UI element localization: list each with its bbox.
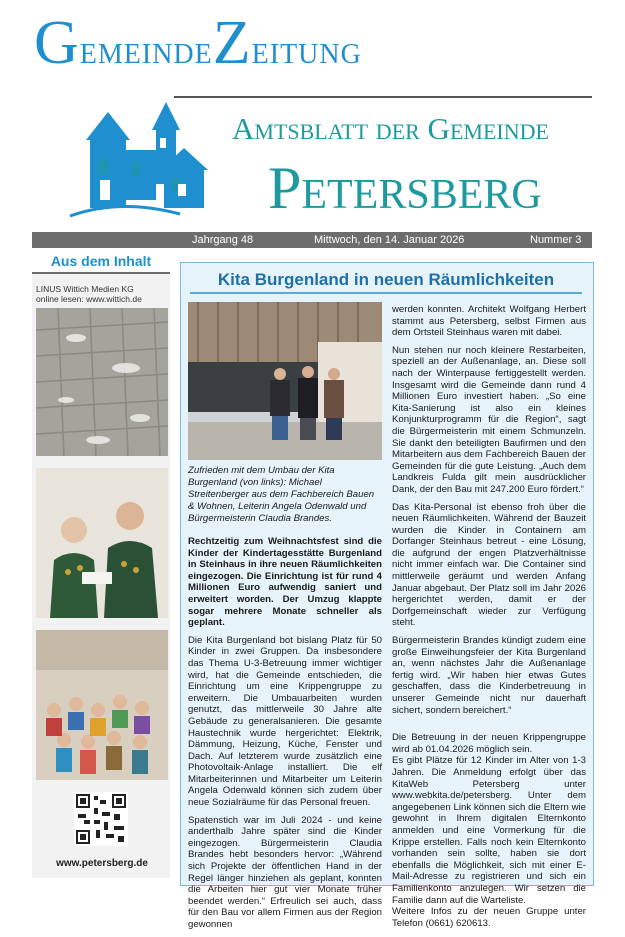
photo-caption: Zufrieden mit dem Umbau der Kita Burgenland (von links): Michael Streitenberger aus dem Fachbereich Bauen & Wohnen, Leiterin Angela Odenwald und Bürgermeisterin Claudia Brandes. (188, 465, 375, 524)
issue-number: Nummer 3 (530, 234, 582, 246)
sidebar-photo-pavement (36, 308, 168, 456)
issue-info-bar (32, 232, 592, 248)
sidebar-photo-children (36, 630, 168, 780)
article-lead: Rechtzeitig zum Weihnachtsfest sind die Kinder der Kindertagesstätte Burgenland in Steinhaus in ihre neuen Räumlichkeiten eingezogen. Die Einrichtung ist für rund 4 Millionen Euro aufwendig saniert und erweitert worden. Der Umzug klappte sogar mehrere Monate schneller als geplant. (188, 536, 382, 629)
sidebar-heading: Aus dem Inhalt (32, 250, 170, 272)
issue-date: Mittwoch, den 14. Januar 2026 (314, 234, 465, 246)
paragraph-right-4: Bürgermeisterin Brandes kündigt zudem eine große Einweihungsfeier der Kita Burgenland an, wenn nächstes Jahr die Außenanlage fertig wird. „Wir haben hier etwas Gutes geschaffen, dass die Kinderbetreuung in unserer Gemeinde nicht nur dauerhaft sichert, sondern bereichert.“ (392, 635, 586, 716)
article-headline: Kita Burgenland in neuen Räumlichkeiten (190, 268, 582, 294)
sidebar-photo-award (36, 468, 168, 618)
paragraph-right-7: Weitere Infos zu der neuen Gruppe unter Telefon (0661) 620613. (392, 906, 586, 929)
paragraph-right-1: werden konnten. Architekt Wolfgang Herbert stammt aus Petersberg, selbst Firmen aus dem Ortsteil Steinhaus waren mit dabei. (392, 304, 586, 339)
newspaper-title (34, 9, 594, 79)
masthead-rule (174, 96, 592, 98)
title-initial-g: G (34, 9, 80, 77)
title-part-2: eitung (251, 27, 362, 72)
publisher-link[interactable]: online lesen: www.wittich.de (36, 294, 142, 304)
publisher-name: LINUS Wittich Medien KG (36, 284, 134, 294)
castle-logo-icon (60, 98, 210, 222)
paragraph-right-5: Die Betreuung in der neuen Krippengruppe wird ab 01.04.2026 möglich sein. (392, 732, 586, 755)
paragraph-right-3: Das Kita-Personal ist ebenso froh über die neuen Räumlichkeiten. Während der Bauzeit wurden die Kinder in Containern am Dorfanger Steinhaus betreut - eine Lösung, die aufgrund der engen Platzverhältnisse nicht immer einfach war. Die Container sind mittlerweile geräumt und werden Anfang Januar abgebaut. Der Platz soll im Jahr 2026 hergerichtet werden, damit er der Dorfgemeinschaft wieder zur Verfügung steht. (392, 501, 586, 629)
paragraph-left-2: Spatenstich war im Juli 2024 - und keine anderthalb Jahre später sind die Kinder eingezogen. Bürgermeisterin Claudia Brandes hebt besonders hervor: „Während sich Projekte der öffentlichen Hand in der Regel länger hinziehen als geplant, konnten die Arbeiten hier gut vier Monate früher beendet werden.“ Erfreulich sei auch, dass für den Bau vor allem Firmen aus der Region gewonnen (188, 814, 382, 930)
sidebar-divider (32, 272, 170, 274)
paragraph-right-2: Nun stehen nur noch kleinere Restarbeiten, speziell an der Außenanlage, an. Diese soll nach der Winterpause fertiggestellt werden. Insgesamt wird die Gemeinde dann rund 4 Millionen Euro investiert haben. „So eine Kita-Sanierung ist also ein kleines Konjunkturprogramm für die Region“, sagt die Bürgermeisterin mit einem Schmunzeln. Sie dankt den beteiligten Baufirmen und den Mitarbeitern aus dem Fachbereich Bauen der Gemeinden für die gute Leistung. „Auch dem Landkreis Fulda gilt mein ausdrücklicher Dank, der den Bau mit 247.200 Euro fördert.“ (392, 344, 586, 495)
article-photo (188, 302, 382, 460)
volume-label: Jahrgang 48 (192, 234, 254, 246)
website-link[interactable]: www.petersberg.de (56, 858, 148, 869)
masthead-subtitle: Amtsblatt der Gemeinde (232, 111, 549, 146)
article-column-left (188, 536, 382, 937)
title-part-1: emeinde (79, 27, 213, 72)
paragraph-left-1: Die Kita Burgenland bot bislang Platz für 50 Kinder in zwei Gruppen. Da insbesondere das Thema U-3-Betreuung immer wichtiger wird, hat die Gemeinde entschieden, die Einrichtung um eine Krippengruppe zu erweitern. Die Umbauarbeiten wurden genutzt, das mittlerweile 30 Jahre alte Gebäude zu generalsanieren. Die gesamte Haustechnik wurde hergerichtet: Elektrik, Dämmung, Heizung, Küche, Fenster und Dach. Auf letzterem wurde zusätzlich eine Photovoltaik-Anlage installiert. Die elf Mitarbeiterinnen und Mitarbeiter um Leiterin Angela Odenwald können sich zudem über neue Sozialräume für das Personal freuen. (188, 634, 382, 809)
paragraph-right-6: Es gibt Plätze für 12 Kinder im Alter von 1-3 Jahren. Die Anmeldung erfolgt über das KitaWeb Petersberg unter www.webkita.de/petersberg. Unter dem angegebenen Link können sich die Eltern wie gewohnt in Ihrem digitalen Elternkonto anmelden und eine Vormerkung für die Krippe erstellen. Falls noch kein Elternkonto vorhanden sein sollte, haben sie dort ebenfalls die Möglichkeit, sich mit einer E-Mail-Adresse zu registrieren und sich ein Familienkonto anzulegen. Wir setzen die Familie dann auf die Warteliste. (392, 755, 586, 906)
masthead-municipality: Petersberg (268, 155, 542, 221)
article-column-right (392, 304, 586, 935)
qr-code-icon[interactable] (74, 792, 128, 846)
title-initial-z: Z (212, 9, 252, 77)
publisher-note (36, 284, 168, 304)
